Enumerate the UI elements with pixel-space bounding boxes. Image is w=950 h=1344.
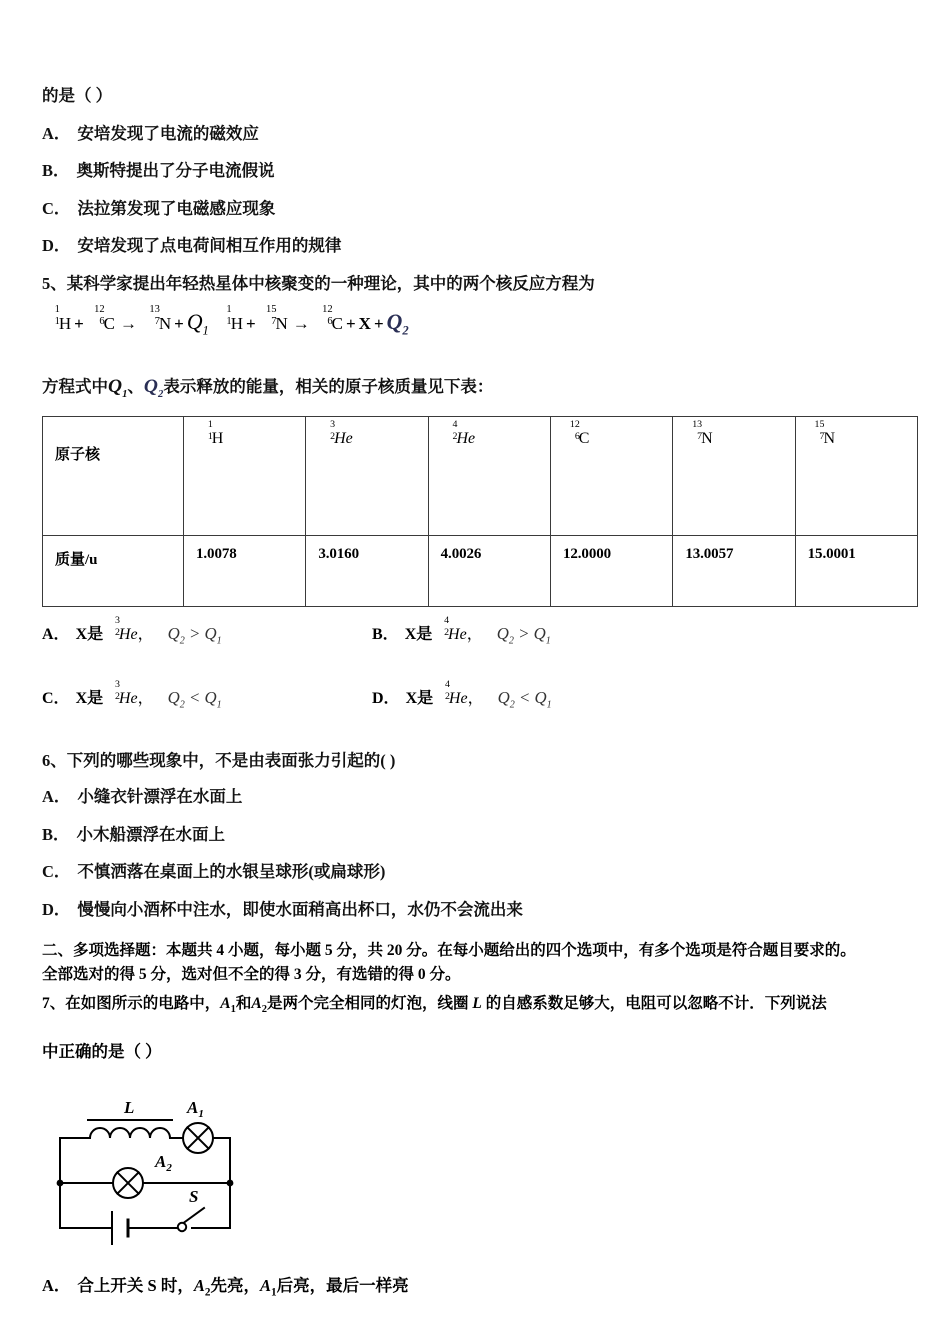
junction-dot-left <box>57 1180 64 1187</box>
table-cell-nuclide <box>184 416 306 535</box>
inductor-coil-icon <box>90 1128 170 1138</box>
note-q1: $Q_1$ <box>108 375 128 400</box>
question-5-option-c: C． X是 3 2 He， $Q_2 < Q_1$ <box>42 679 222 710</box>
nuclide-c12-r2: 12 6 C <box>322 304 343 333</box>
lamp-a1-ref: $A_1$ <box>259 1276 277 1299</box>
lamp-a2-ref: $A_2$ <box>193 1276 211 1299</box>
table-cell-mass: 1.0078 <box>184 535 306 606</box>
q-comparison: $Q_2 < Q_1$ <box>497 687 552 710</box>
q-comparison: $Q_2 > Q_1$ <box>496 623 551 646</box>
label-lamp-a2 <box>154 1152 172 1174</box>
svg-text:A1: $A_1$ <box>187 1098 204 1121</box>
nuclide-he3: 3 2 He <box>114 679 138 707</box>
circuit-diagram <box>52 1076 282 1251</box>
nuclide-c12-r1: 12 6 C <box>94 304 115 333</box>
question-5-note: 方程式中$Q_1$、$Q_2$表示释放的能量，相关的原子核质量见下表： <box>42 375 494 400</box>
plus-operator: + <box>373 314 384 333</box>
option-label: A． <box>42 123 71 143</box>
energy-q1: $Q_1$ <box>186 310 209 338</box>
plus-operator: + <box>245 314 256 333</box>
table-cell-mass: 3.0160 <box>306 535 428 606</box>
row-header-mass: 质量/u <box>43 535 184 606</box>
nuclide-he3: 3 2 He <box>330 419 353 447</box>
option-text: 奥斯特提出了分子电流假说 <box>76 161 275 180</box>
table-cell-mass: 4.0026 <box>428 535 550 606</box>
question-4-option-d <box>42 238 918 255</box>
section-2-line-1: 二、多项选择题：本题共 4 小题，每小题 5 分，共 20 分。在每小题给出的四个选项中，有多个选项是符合题目要求的。 <box>42 942 856 960</box>
arrow-icon: → <box>292 314 310 333</box>
table-cell-mass: 12.0000 <box>550 535 672 606</box>
table-cell-mass: 15.0001 <box>795 535 917 606</box>
nuclide-h1: 1 1 H <box>207 419 224 447</box>
lamp-a2-ref: $A_2$ <box>251 995 267 1016</box>
svg-text:A2: $A_2$ <box>155 1152 172 1175</box>
circuit-diagram-figure <box>52 1076 918 1256</box>
junction-dot-right <box>227 1180 234 1187</box>
question-5-option-b: B． X是 4 2 He， $Q_2 > Q_1$ <box>372 615 551 646</box>
q-comparison: $Q_2 > Q_1$ <box>167 623 222 646</box>
nuclide-he4: 4 2 He <box>444 615 467 643</box>
nuclide-he3: 3 2 He <box>114 615 138 643</box>
table-cell-nuclide <box>673 416 795 535</box>
nuclear-reaction-equations <box>42 304 918 338</box>
option-text: 安培发现了点电荷间相互作用的规律 <box>77 236 342 255</box>
nuclide-n15: 15 7 N <box>814 419 835 447</box>
question-5-stem: 5、某科学家提出年轻热星体中核聚变的一种理论，其中的两个核反应方程为 <box>42 273 595 293</box>
nuclide-he4: 4 2 He <box>444 679 468 707</box>
switch-blade <box>182 1208 204 1224</box>
nuclide-c12: 12 6 C <box>569 419 590 447</box>
table-row-masses <box>43 535 918 606</box>
nuclide-h1-r1: 1 1 H <box>54 304 72 333</box>
question-5-option-d: D． X是 4 2 He， $Q_2 < Q_1$ <box>372 679 552 710</box>
question-7-option-a: A． 合上开关 S 时，$A_2$先亮，$A_1$后亮，最后一样亮 <box>42 1276 409 1299</box>
question-4-option-a <box>42 123 918 143</box>
nuclide-he4: 4 2 He <box>452 419 476 447</box>
question-6-option-a: A． 小缝衣针漂浮在水面上 <box>42 787 243 807</box>
arrow-icon: → <box>120 314 137 333</box>
question-6-option-c: C． 不慎洒落在桌面上的水银呈球形(或扁球形) <box>42 862 386 882</box>
section-2-line-2: 全部选对的得 5 分，选对但不全的得 3 分，有选错的得 0 分。 <box>42 965 461 983</box>
table-row-nuclides <box>43 416 918 535</box>
question-6-option-d: D． 慢慢向小酒杯中注水，即使水面稍高出杯口，水仍不会流出来 <box>42 899 523 919</box>
table-cell-nuclide <box>306 416 428 535</box>
nuclide-n13: 13 7 N <box>692 419 713 447</box>
question-7-stem: 7、在如图所示的电路中，$A_1$和$A_2$是两个完全相同的灯泡，线圈 L 的自感系数足够大，电阻可以忽略不计．下列说法 <box>42 995 827 1016</box>
page-content <box>42 88 918 1298</box>
nuclide-n15-r2: 15 7 N <box>265 304 288 333</box>
question-5-option-a: A． X是 3 2 He， $Q_2 > Q_1$ <box>42 615 222 646</box>
question-6-option-b: B． 小木船漂浮在水面上 <box>42 824 226 844</box>
note-q2: $Q_2$ <box>143 375 164 400</box>
unknown-particle-x: X <box>358 314 371 333</box>
question-4-option-b <box>42 163 918 180</box>
section-2-instructions <box>42 939 918 986</box>
table-cell-mass: 13.0057 <box>673 535 795 606</box>
q-comparison: $Q_2 < Q_1$ <box>167 687 222 710</box>
option-label: B． <box>42 161 70 180</box>
question-4-option-c <box>42 198 918 218</box>
plus-operator: + <box>74 314 84 333</box>
label-lamp-a1 <box>186 1098 204 1120</box>
option-label: D． <box>42 236 71 255</box>
nuclide-n13-r1: 13 7 N <box>149 304 172 333</box>
row-header-nuclide: 原子核 <box>43 416 184 535</box>
energy-q2: $Q_2$ <box>386 310 409 338</box>
plus-operator: + <box>345 314 356 333</box>
table-cell-nuclide <box>428 416 550 535</box>
table-cell-nuclide <box>795 416 917 535</box>
question-7-stem-cont: 中正确的是（ ） <box>42 1042 162 1062</box>
option-text: 法拉第发现了电磁感应现象 <box>77 198 276 218</box>
question-4-stem-tail: 的是（ ） <box>42 86 113 105</box>
question-5-options-row-1 <box>42 615 918 659</box>
nuclide-mass-table <box>42 416 918 607</box>
option-label: C． <box>42 198 71 218</box>
question-6-stem: 6、下列的哪些现象中，不是由表面张力引起的( ) <box>42 750 396 770</box>
option-text: 安培发现了电流的磁效应 <box>77 123 259 143</box>
nuclide-h1-r2: 1 1 H <box>226 304 243 333</box>
switch-pivot-icon <box>178 1223 186 1231</box>
question-5-options-row-2 <box>42 679 918 723</box>
plus-operator: + <box>174 314 184 333</box>
lamp-a1-ref: $A_1$ <box>220 995 236 1016</box>
table-cell-nuclide <box>550 416 672 535</box>
inductor-l-ref: L <box>472 995 482 1013</box>
label-inductor-l: L <box>124 1098 135 1118</box>
label-switch-s: S <box>189 1187 199 1207</box>
